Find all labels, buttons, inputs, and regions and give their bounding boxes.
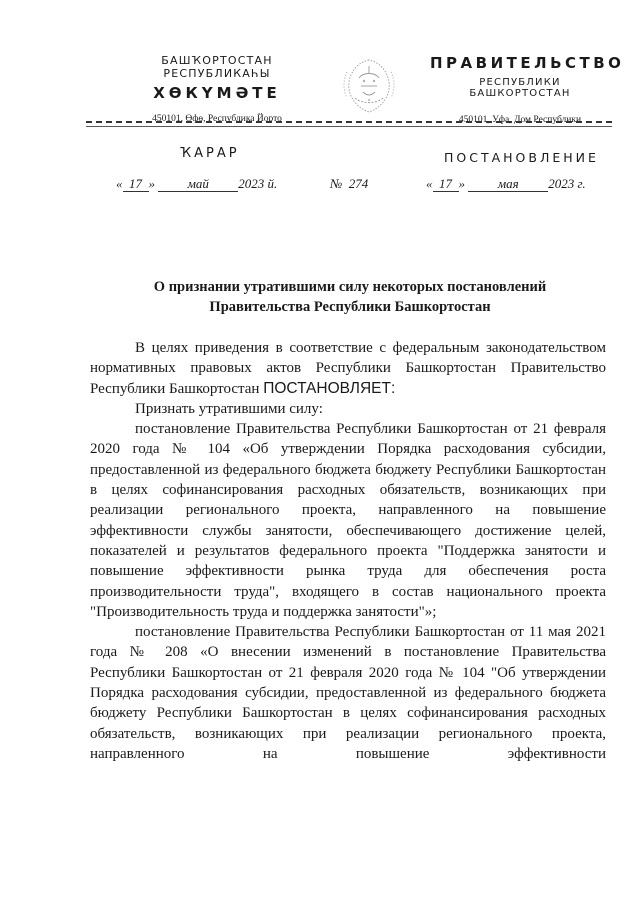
- date-ba-month: май: [158, 177, 238, 192]
- letterhead-ru-republic: РЕСПУБЛИКИ БАШКОРТОСТАН: [469, 77, 571, 99]
- date-ru-open-quote: «: [426, 176, 433, 191]
- letterhead-ba-address: 450101, Өфө, Республика Йорто: [152, 114, 282, 124]
- document-body: [90, 338, 606, 764]
- date-bashkir: [116, 176, 277, 192]
- document-title: [80, 277, 620, 317]
- letterhead-divider-solid: [86, 126, 612, 127]
- letterhead-ru-government: ПРАВИТЕЛЬСТВО: [430, 54, 625, 72]
- title-line-2: Правительства Республики Башкортостан: [209, 299, 491, 315]
- body-declare: Признать утратившими силу:: [135, 400, 323, 417]
- number-sign: №: [330, 176, 343, 191]
- date-ba-close-quote: »: [148, 176, 155, 191]
- date-russian: [426, 176, 586, 192]
- body-item-1: постановление Правительства Республики Башкортостан от 21 февраля 2020 года № 104 «Об утверждении Порядка расходования субсидии, предоставленной из федерального бюджета бюджету Республики Башкортостан в целях софинансирования расходных обязательств, возникающих при реализации регионального проекта, направленного на повышение эффективности службы занятости, обеспечивающего достижение целей, показателей и результатов федерального проекта "Поддержка занятости и повышение эффективности рынка труда для обеспечения роста производительности труда", входящего в состав национального проекта "Производительность труда и поддержка занятости"»;: [90, 421, 606, 620]
- date-ru-day: 17: [433, 177, 459, 192]
- letterhead-russian: [430, 54, 625, 125]
- date-ru-year: 2023 г.: [548, 176, 586, 191]
- body-intro: В целях приведения в соответствие с федеральным законодательством нормативных правовых актов Республики Башкортостан Правительство Республики Башкортостан: [90, 340, 606, 397]
- body-item-2: постановление Правительства Республики Башкортостан от 11 мая 2021 года № 208 «О внесении изменений в постановление Правительства Республики Башкортостан от 21 февраля 2020 года № 104 "Об утверждении Порядка расходования субсидии, предоставленной из федерального бюджета бюджету Республики Башкортостан в целях софинансирования расходных обязательств, возникающих при реализации регионального проекта, направленного на повышение эффективности: [90, 624, 606, 762]
- document-number: [330, 176, 368, 192]
- letterhead-ba-government: ХӨКҮМӘТЕ: [153, 84, 281, 102]
- body-resolves: ПОСТАНОВЛЯЕТ:: [263, 379, 396, 397]
- letterhead-ba-country: БАШҠОРТОСТАН РЕСПУБЛИКАҺЫ: [161, 54, 273, 80]
- date-ba-open-quote: «: [116, 176, 123, 191]
- date-ba-year: 2023 й.: [238, 176, 278, 191]
- date-ru-close-quote: »: [458, 176, 465, 191]
- doc-type-russian: ПОСТАНОВЛЕНИЕ: [444, 150, 599, 165]
- date-ru-month: мая: [468, 177, 548, 192]
- number-value: 274: [348, 176, 369, 191]
- letterhead-bashkir: [112, 54, 322, 124]
- coat-of-arms-emblem: [337, 52, 401, 118]
- title-line-1: О признании утратившими силу некоторых постановлений: [153, 279, 547, 295]
- doc-type-bashkir: ҠАРАР: [180, 146, 240, 161]
- letterhead-divider-dashed: [86, 121, 612, 123]
- body-intro-paragraph: [90, 338, 606, 399]
- letterhead-ru-address: 450101, Уфа, Дом Республики: [458, 115, 582, 125]
- date-ba-day: 17: [123, 177, 149, 192]
